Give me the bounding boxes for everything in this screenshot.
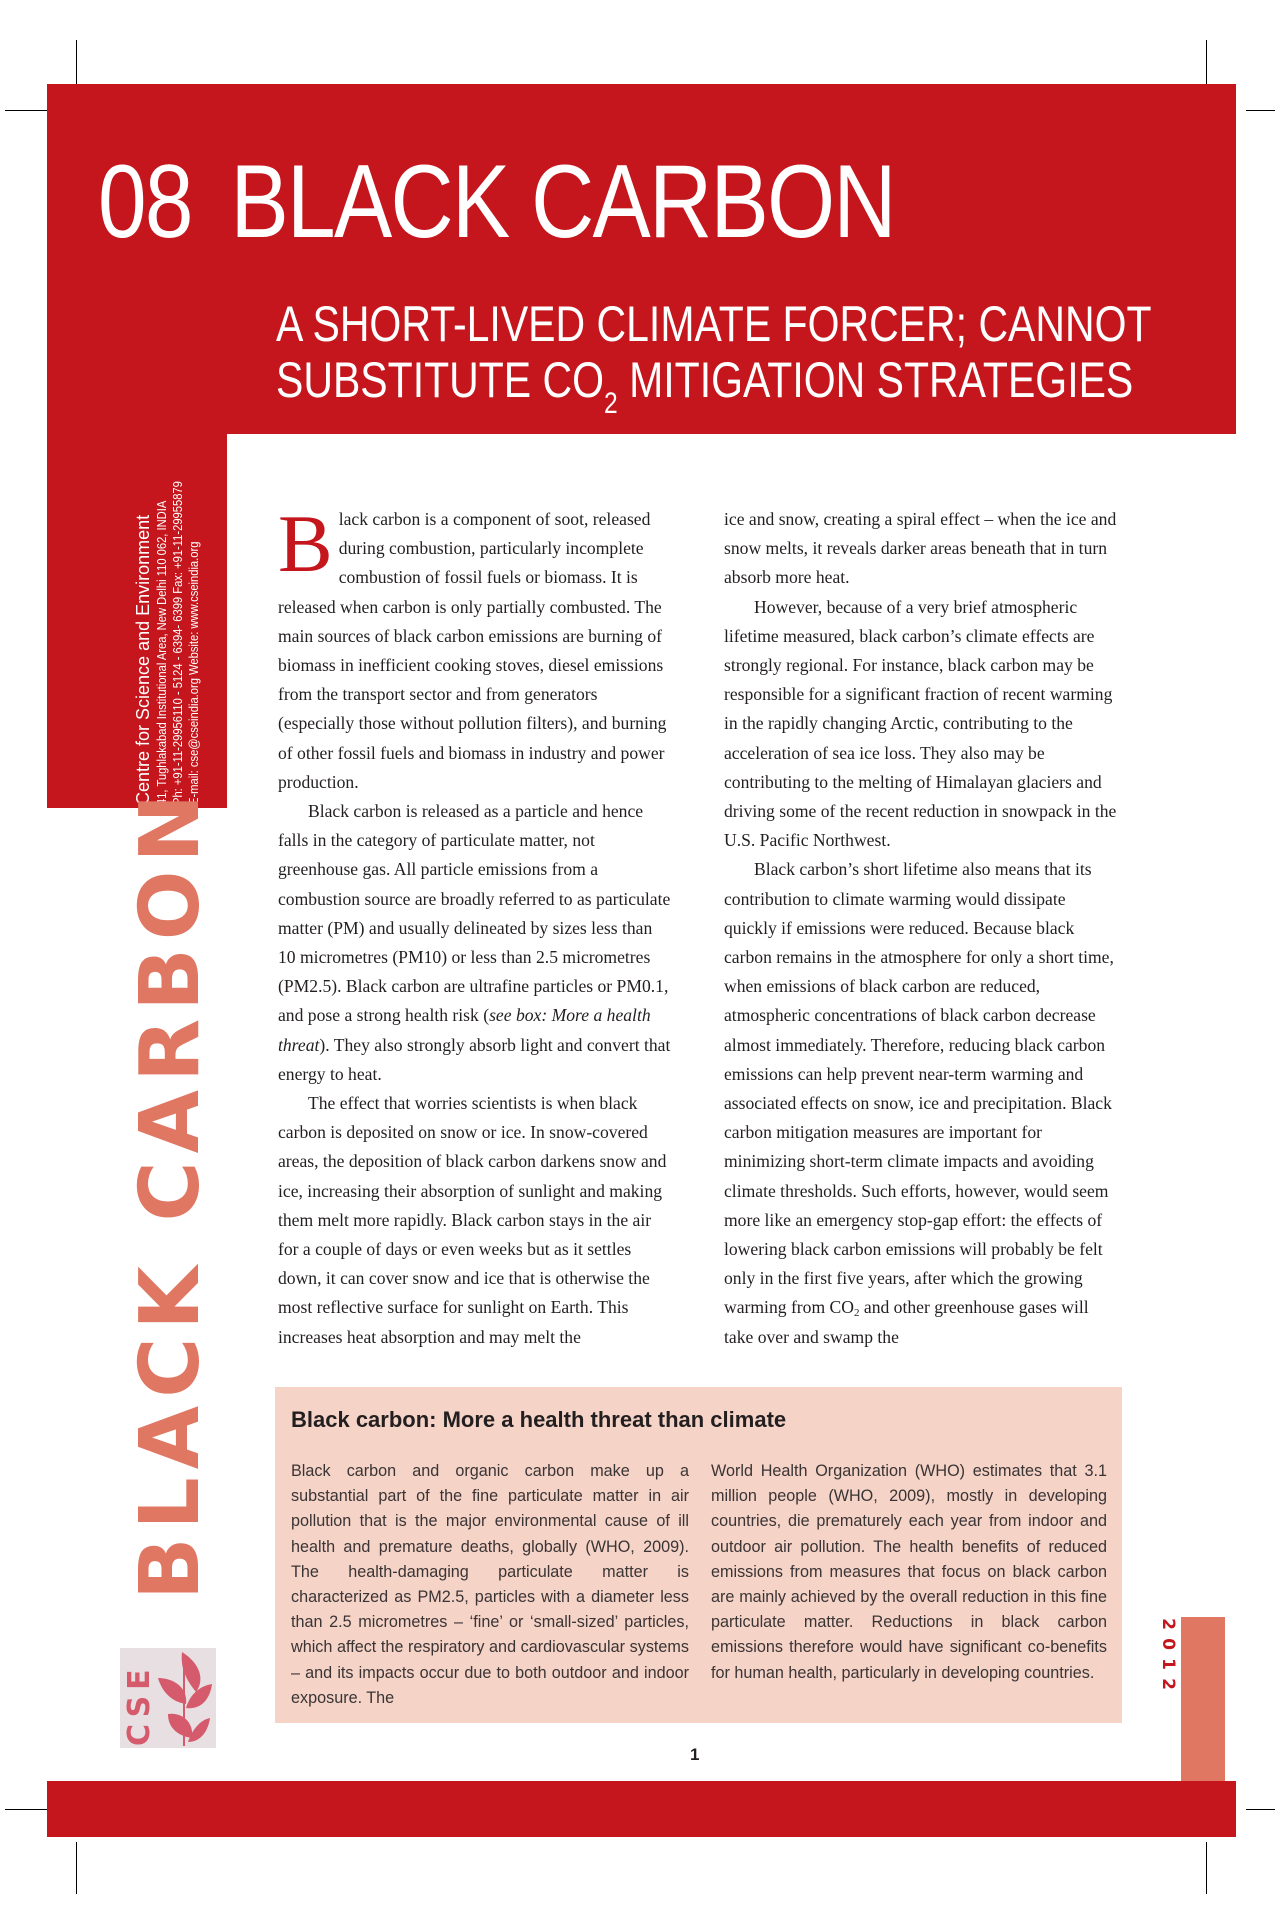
crop-mark [1206, 1842, 1207, 1894]
org-contact-block [132, 435, 212, 805]
paragraph: Black carbon’s short lifetime also means that its contribution to climate warming would dissipate quickly if emissions were reduced. Because black carbon remains in the atmosphere for only a short time, when emissions of black carbon are reduced, atmospheric concentrations of black carbon decrease almost immediately. Therefore, reducing black carbon emissions can help prevent near-term warming and associated effects on snow, ice and precipitation. Black carbon mitigation measures are important for minimizing short-term climate impacts and avoiding climate thresholds. Such efforts, however, would seem more like an emergency stop-gap effort: the effects of lowering black carbon emissions will probably be felt only in the first five years, after which the growing warming from CO2 and other greenhouse gases will take over and swamp the [724, 859, 1114, 1347]
leaf-icon [148, 1648, 216, 1748]
org-name: Centre for Science and Environment [133, 514, 153, 805]
side-wordmark: BLACK CARBON [123, 785, 218, 1600]
subtitle-line-2: SUBSTITUTE $CO_2$ MITIGATION STRATEGIES [276, 352, 1134, 420]
crop-mark [1246, 110, 1275, 111]
box-reference: see box: More a health threat [278, 1005, 651, 1055]
crop-mark [1246, 1809, 1275, 1810]
paragraph: Black carbon is a component of soot, released during combustion, particularly incomplete combustion of fossil fuels or biomass. It is released when carbon is only partially combusted. The main sources of black carbon emissions are burning of biomass in inefficient cooking stoves, diesel emissions from the transport sector and from generators (especially those without pollution filters), and burning of other fossil fuels and biomass in industry and power production. [278, 498, 667, 792]
article-column-1 [278, 498, 672, 1352]
drop-cap: B [278, 498, 333, 589]
box-column-2: World Health Organization (WHO) estimates that 3.1 million people (WHO, 2009), mostly in developing countries, die prematurely each year from indoor and outdoor air pollution. The health benefits of reduced emissions from measures that focus on black carbon are mainly achieved by the overall reduction in this fine particulate matter. Reductions in black carbon emissions therefore would have significant co-benefits for human health, particularly in developing countries. [711, 1462, 1107, 1682]
org-email: E-mail: cse@cseindia.org Website: www.cseindia.org [186, 541, 201, 805]
paragraph: The effect that worries scientists is when black carbon is deposited on snow or ice. In snow-covered areas, the deposition of black carbon darkens snow and ice, increasing their absorption of sunlight and making them melt more rapidly. Black carbon stays in the air for a couple of days or even weeks but as it settles down, it can cover snow and ice that is otherwise the most reflective surface for sunlight on Earth. This increases heat absorption and may melt the [278, 1093, 667, 1347]
box-column-1: Black carbon and organic carbon make up a substantial part of the fine particulate matter in air pollution that is the major environmental cause of ill health and premature deaths, globally (WHO, 2009). The health-damaging particulate matter is characterized as PM2.5, particles with a diameter less than 2.5 micrometres – ‘fine’ or ‘small-sized’ particles, which affect the respiratory and cardiovascular systems – and its impacts occur due to both outdoor and indoor exposure. The [291, 1462, 689, 1707]
page-title [98, 144, 895, 260]
crop-mark [76, 1842, 77, 1894]
paragraph: However, because of a very brief atmospheric lifetime measured, black carbon’s climate effects are strongly regional. For instance, black carbon may be responsible for a significant fraction of recent warming in the rapidly changing Arctic, contributing to the acceleration of sea ice loss. They also may be contributing to the melting of Himalayan glaciers and driving some of the recent reduction in snowpack in the U.S. Pacific Northwest. [724, 596, 1117, 851]
org-address: 41, Tughlakabad Institutional Area, New Delhi 110 062, INDIA [154, 500, 169, 805]
page-number: 1 [690, 1745, 700, 1764]
year-label: 2 0 1 2 [1158, 1618, 1178, 1690]
footer-band [47, 1781, 1236, 1837]
year-tab [1181, 1617, 1225, 1781]
subtitle-line-1: A SHORT-LIVED CLIMATE FORCER; CANNOT [276, 296, 1152, 352]
paragraph: Black carbon is released as a particle and hence falls in the category of particulate matter, not greenhouse gas. All particle emissions from a combustion source are broadly referred to as particulate matter (PM) and usually delineated by sizes less than 10 micrometres (PM10) or less than 2.5 micrometres (PM2.5). Black carbon are ultrafine particles or PM0.1, and pose a strong health risk (see box: More a health threat). They also strongly absorb light and convert that energy to heat. [278, 801, 671, 1084]
chapter-title: BLACK CARBON [230, 144, 895, 260]
page-subtitle [276, 296, 1152, 420]
paragraph: ice and snow, creating a spiral effect – when the ice and snow melts, it reveals darker areas beneath that in turn absorb more heat. [724, 509, 1117, 588]
chapter-number: 08 [98, 144, 192, 260]
org-phone: Ph: +91-11-29956110 - 5124 - 6394- 6399 Fax: +91-11-29955879 [170, 481, 185, 805]
health-threat-box [275, 1387, 1122, 1723]
article-column-2 [724, 505, 1118, 1352]
box-title: Black carbon: More a health threat than climate [291, 1407, 787, 1432]
cse-logo [120, 1648, 216, 1748]
cse-logo-text: CSE [122, 1663, 157, 1746]
